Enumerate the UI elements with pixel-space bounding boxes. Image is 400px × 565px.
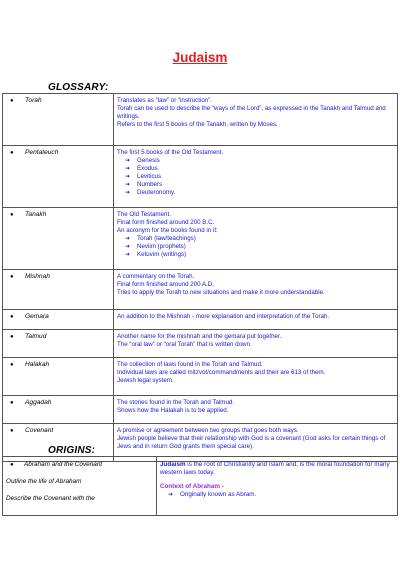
glossary-term-cell xyxy=(3,310,114,330)
bullet-icon: ● xyxy=(10,362,14,368)
definition-list-item xyxy=(117,235,394,243)
glossary-term: Mishnah xyxy=(25,273,50,280)
bullet-icon: ● xyxy=(10,98,14,104)
glossary-term-cell xyxy=(3,146,114,208)
origins-right-cell xyxy=(157,457,398,516)
arrow-icon: ➔ xyxy=(168,492,174,499)
origins-task-1: Outline the life of Abraham xyxy=(6,478,82,485)
glossary-definition-cell xyxy=(114,396,398,424)
definition-line: Shows how the Halakah is to be applied. xyxy=(117,407,229,415)
definition-line: The “oral law” or “oral Torah” that is written down. xyxy=(117,341,252,349)
context-dash: - xyxy=(219,483,224,491)
definition-line: Final form finished around 200 B.C. xyxy=(117,219,215,227)
definition-list-item-text: Leviticus xyxy=(137,173,162,181)
glossary-term: Halakah xyxy=(25,361,50,368)
bullet-icon: ● xyxy=(10,150,14,156)
context-heading xyxy=(160,483,394,491)
definition-line: The Old Testament. xyxy=(117,211,171,218)
definition-list-item xyxy=(117,181,394,189)
glossary-row xyxy=(3,358,398,396)
glossary-term-cell xyxy=(3,208,114,270)
definition-line: An addition to the Mishnah - more explanation and interpretation of the Torah. xyxy=(117,313,330,320)
definition-line: Refers to the first 5 books of the Tanakh, written by Moses. xyxy=(117,121,278,129)
glossary-row xyxy=(3,208,398,270)
arrow-icon: ➔ xyxy=(125,244,131,251)
glossary-definition-cell xyxy=(114,94,398,146)
definition-line: Jewish people believe that their relationship with God is a covenant (God asks for certain things of Jews and in return God grants them special care). xyxy=(117,435,386,451)
definition-line: Another name for the mishnah and the gemara put together. xyxy=(117,333,282,340)
definition-line: Translates as “law” or “instruction”. xyxy=(117,97,213,104)
origins-left-cell xyxy=(3,457,157,516)
origins-intro-text: is the root of Christianity and Islam and, is the moral foundation for many western laws today. xyxy=(160,461,390,477)
context-item xyxy=(160,491,394,499)
glossary-definition-cell xyxy=(114,358,398,396)
bullet-icon: ● xyxy=(10,428,14,434)
arrow-icon: ➔ xyxy=(125,190,131,197)
arrow-icon: ➔ xyxy=(125,236,131,243)
page-title: Judaism xyxy=(172,50,228,65)
definition-list-item-text: Numbers xyxy=(137,181,163,189)
origins-bullet-row xyxy=(6,461,153,469)
glossary-term: Aggadah xyxy=(25,399,52,406)
glossary-table xyxy=(2,93,398,462)
glossary-term-cell xyxy=(3,358,114,396)
definition-line: The stories found in the Torah and Talmud. xyxy=(117,399,235,406)
glossary-term: Pentateuch xyxy=(25,149,59,156)
glossary-term-cell xyxy=(3,270,114,310)
glossary-definition-cell xyxy=(114,208,398,270)
definition-line: Individual laws are called mitzvot/commandments and their are 613 of them. xyxy=(117,369,326,377)
glossary-term-cell xyxy=(3,396,114,424)
definition-line: Torah can be used to describe the “ways of the Lord”, as expressed in the Tanakh and Talmud and writings. xyxy=(117,105,386,121)
arrow-icon: ➔ xyxy=(125,166,131,173)
bullet-icon: ● xyxy=(10,462,14,468)
glossary-term-cell xyxy=(3,94,114,146)
context-label: Context of Abraham xyxy=(160,483,220,491)
bullet-icon: ● xyxy=(10,400,14,406)
origins-intro-bold: Judaism xyxy=(160,461,186,468)
bullet-icon: ● xyxy=(10,334,14,340)
definition-list-item xyxy=(117,157,394,165)
definition-list-item-text: Exodus xyxy=(137,165,158,173)
definition-list-item-text: Neviim (prophets) xyxy=(137,243,186,251)
bullet-icon: ● xyxy=(10,212,14,218)
glossary-term: Covenant xyxy=(25,427,54,434)
definition-line: The first 5 books of the Old Testament. xyxy=(117,149,224,156)
origins-task-2: Describe the Covenant with the xyxy=(6,495,95,502)
glossary-definition-cell xyxy=(114,146,398,208)
definition-list-item-text: Genesis xyxy=(137,157,160,165)
definition-line: A commentary on the Torah. xyxy=(117,273,195,280)
arrow-icon: ➔ xyxy=(125,182,131,189)
arrow-icon: ➔ xyxy=(125,252,131,259)
definition-line: An acronym for the books found in it: xyxy=(117,227,218,235)
glossary-term: Talmud xyxy=(25,333,47,340)
definition-list-item xyxy=(117,165,394,173)
definition-list-item xyxy=(117,251,394,259)
origins-intro xyxy=(160,461,394,477)
definition-line: Tries to apply the Torah to new situations and make it more understandable. xyxy=(117,289,325,297)
glossary-term: Tanakh xyxy=(25,211,47,218)
definition-list-item xyxy=(117,243,394,251)
definition-list-item-text: Ketuvim (writings) xyxy=(137,251,187,259)
origins-table xyxy=(2,456,398,516)
origins-heading: ORIGINS: xyxy=(48,445,96,456)
bullet-icon: ● xyxy=(10,314,14,320)
glossary-term: Torah xyxy=(25,97,42,104)
arrow-icon: ➔ xyxy=(125,158,131,165)
definition-line: The collection of laws found in the Torah and Talmud. xyxy=(117,361,263,368)
glossary-row xyxy=(3,270,398,310)
context-item-text: Originally known as Abram. xyxy=(180,491,257,499)
bullet-icon: ● xyxy=(10,274,14,280)
glossary-row xyxy=(3,330,398,358)
arrow-icon: ➔ xyxy=(125,174,131,181)
definition-list-item-text: Deuteronomy. xyxy=(137,189,176,197)
origins-topic: Abraham and the Covenant xyxy=(24,461,103,468)
glossary-definition-cell xyxy=(114,310,398,330)
glossary-row xyxy=(3,396,398,424)
definition-list-item xyxy=(117,173,394,181)
glossary-term-cell xyxy=(3,330,114,358)
definition-line: A promise or agreement between two groups that goes both ways. xyxy=(117,427,299,434)
glossary-definition-cell xyxy=(114,330,398,358)
glossary-definition-cell xyxy=(114,270,398,310)
definition-line: Final form finished around 200 A.D. xyxy=(117,281,214,289)
glossary-term: Gemara xyxy=(25,313,49,320)
definition-list-item-text: Torah (law/teachings) xyxy=(137,235,196,243)
definition-list-item xyxy=(117,189,394,197)
glossary-heading: GLOSSARY: xyxy=(48,82,109,93)
definition-line: Jewish legal system. xyxy=(117,377,174,385)
glossary-row xyxy=(3,94,398,146)
glossary-row xyxy=(3,146,398,208)
glossary-row xyxy=(3,310,398,330)
